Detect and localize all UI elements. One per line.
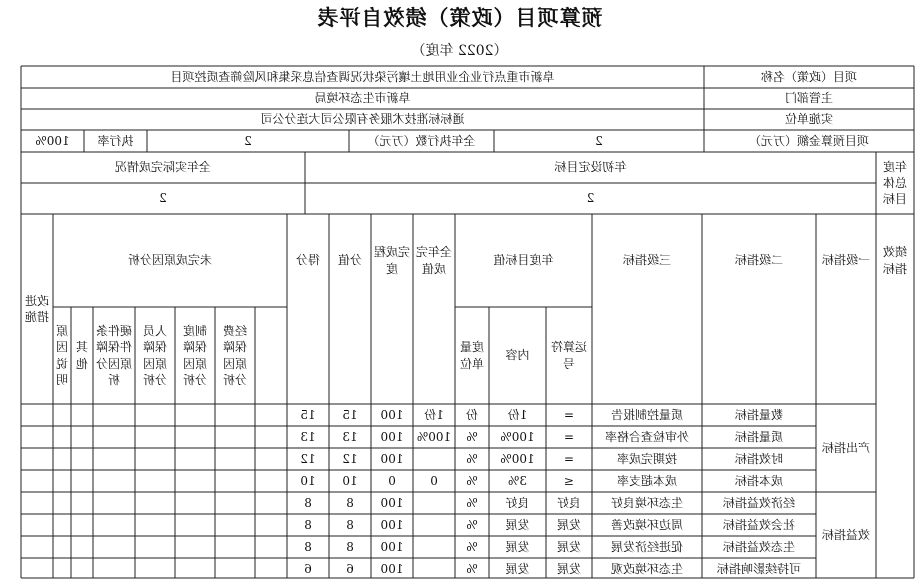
- op-symbol-cell: =: [563, 429, 575, 444]
- level3-cell: 生态环境改观: [611, 561, 684, 576]
- op-symbol-cell: 发展: [557, 539, 582, 554]
- score-cell: 13: [300, 429, 316, 444]
- completion-cell: 100: [380, 495, 404, 510]
- perf-indicator-header: 绩效指标: [883, 245, 908, 276]
- impl-value: 通标标准技术服务有限公司大连分公司: [260, 112, 465, 127]
- level3-cell: 按期完成率: [617, 451, 678, 466]
- score-cell: 8: [304, 539, 312, 554]
- set-goal-label: 年初设定目标: [554, 160, 627, 175]
- level2-cell: 质量指标: [735, 429, 784, 444]
- content-cell: 100%: [500, 451, 535, 466]
- level3-cell: 促进经济发展: [611, 539, 684, 554]
- exec-rate-value: 100%: [35, 133, 70, 148]
- group-level1-benefit: 效益指标: [822, 527, 871, 542]
- actual-value-cell: [413, 448, 455, 470]
- level2-cell: 数量指标: [735, 407, 784, 422]
- op-symbol-header: 运算符号: [551, 340, 588, 371]
- document-year: （2022 年度）: [411, 43, 508, 59]
- project-name-label: 项目（政策）名称: [761, 69, 858, 84]
- unit-cell: %: [466, 517, 478, 532]
- weight-cell: 8: [346, 495, 354, 510]
- actual-value-cell: [413, 492, 455, 514]
- score-cell: 8: [304, 495, 312, 510]
- dept-label: 主管部门: [785, 91, 834, 106]
- level3-cell: 周边环境改善: [611, 517, 684, 532]
- content-cell: 发展: [505, 517, 530, 532]
- level3-cell: 质量控制报告: [611, 407, 684, 422]
- content-cell: 良好: [505, 495, 530, 510]
- unit-cell: %: [466, 539, 478, 554]
- exec-amount-value: 2: [244, 133, 252, 148]
- budget-value: 2: [595, 133, 603, 148]
- level3-cell: 生态环境良好: [611, 495, 684, 510]
- weight-cell: 8: [346, 539, 354, 554]
- actual-value-cell: [413, 558, 455, 580]
- hardware-header: 硬件条件保障原因分析: [95, 324, 132, 387]
- improvement-header: 改进措施: [25, 293, 50, 324]
- level2-cell: 成本指标: [735, 473, 784, 488]
- reason-analysis-header: 未完成原因分析: [128, 253, 213, 268]
- completion-cell: 100: [380, 539, 404, 554]
- unit-header: 度量单位: [460, 340, 485, 371]
- content-cell: 100%: [500, 429, 535, 444]
- completion-cell: 100: [380, 561, 404, 576]
- impl-label: 实施单位: [785, 112, 834, 127]
- actual-value-cell: 1份: [424, 407, 444, 422]
- unit-cell: %: [466, 429, 478, 444]
- actual-value-cell: [413, 536, 455, 558]
- op-symbol-cell: 发展: [557, 517, 582, 532]
- unit-cell: %: [466, 561, 478, 576]
- completion-cell: 100: [380, 517, 404, 532]
- op-symbol-cell: ≤: [563, 473, 575, 488]
- content-cell: 发展: [505, 561, 530, 576]
- goals-row-label: 年度总体目标: [883, 159, 908, 207]
- completion-cell: 100: [380, 429, 404, 444]
- content-cell: 1份: [507, 407, 528, 422]
- score-cell: 10: [300, 473, 316, 488]
- exec-amount-label: 全年执行数（万元）: [367, 133, 476, 148]
- actual-value-cell: 0: [430, 473, 438, 488]
- exec-rate-label: 执行率: [97, 133, 134, 148]
- weight-cell: 10: [342, 473, 358, 488]
- level3-header: 三级指标: [623, 253, 672, 268]
- completion-header: 完成程度: [373, 245, 410, 276]
- other-header: 其他: [76, 340, 89, 371]
- completion-cell: 0: [388, 473, 396, 488]
- level2-header: 二级指标: [735, 253, 784, 268]
- score-cell: 15: [300, 407, 316, 422]
- personnel-header: 人员保障原因分析: [143, 324, 168, 387]
- weight-cell: 12: [342, 451, 358, 466]
- level2-cell: 生态效益指标: [723, 539, 796, 554]
- actual-value-cell: 100%: [416, 429, 452, 444]
- completion-cell: 100: [380, 407, 404, 422]
- actual-value: 2: [159, 191, 167, 206]
- content-cell: 3%: [507, 473, 528, 488]
- op-symbol-cell: =: [563, 407, 575, 422]
- unit-cell: 份: [466, 407, 479, 422]
- unit-cell: %: [466, 473, 478, 488]
- op-symbol-cell: =: [563, 451, 575, 466]
- level1-header: 一级指标: [822, 253, 871, 268]
- weight-header: 分值: [338, 253, 363, 268]
- unit-cell: %: [466, 451, 478, 466]
- document-title: 预算项目（政策）绩效自评表: [316, 5, 603, 30]
- group-level1-output: 产出指标: [822, 440, 871, 455]
- score-cell: 12: [300, 451, 316, 466]
- weight-cell: 8: [346, 517, 354, 532]
- level2-cell: 社会效益指标: [723, 517, 796, 532]
- content-header: 内容: [505, 348, 530, 363]
- actual-value-header: 全年完成值: [415, 245, 452, 276]
- set-goal-value: 2: [586, 191, 595, 206]
- level3-cell: 成本超支率: [617, 473, 678, 488]
- system-header: 制度保障原因分析: [183, 324, 208, 387]
- unit-cell: %: [466, 495, 478, 510]
- level2-cell: 时效指标: [735, 451, 784, 466]
- op-symbol-cell: 发展: [557, 561, 582, 576]
- actual-label: 全年实际完成情况: [115, 160, 212, 175]
- funding-header: 经费保障原因分析: [223, 324, 248, 387]
- annual-target-header: 年度目标值: [493, 253, 554, 268]
- project-name-value: 阜新市重点行业企业用地土壤污染状况调查信息采集和风险筛查质控项目: [170, 69, 555, 84]
- weight-cell: 13: [342, 429, 358, 444]
- weight-cell: 15: [342, 407, 358, 422]
- actual-value-cell: [413, 514, 455, 536]
- score-header: 得分: [296, 253, 321, 268]
- score-cell: 8: [304, 517, 312, 532]
- dept-value: 阜新市生态环境局: [314, 91, 411, 106]
- score-cell: 6: [304, 561, 312, 576]
- level2-cell: 可持续影响指标: [717, 561, 802, 576]
- content-cell: 发展: [505, 539, 530, 554]
- level2-cell: 经济效益指标: [723, 495, 796, 510]
- budget-label: 项目预算金额（万元）: [749, 133, 870, 148]
- reason-note-header: 原因说明: [55, 324, 68, 387]
- completion-cell: 100: [380, 451, 404, 466]
- weight-cell: 6: [346, 561, 354, 576]
- level3-cell: 外审检查合格率: [605, 429, 690, 444]
- op-symbol-cell: 良好: [557, 495, 582, 510]
